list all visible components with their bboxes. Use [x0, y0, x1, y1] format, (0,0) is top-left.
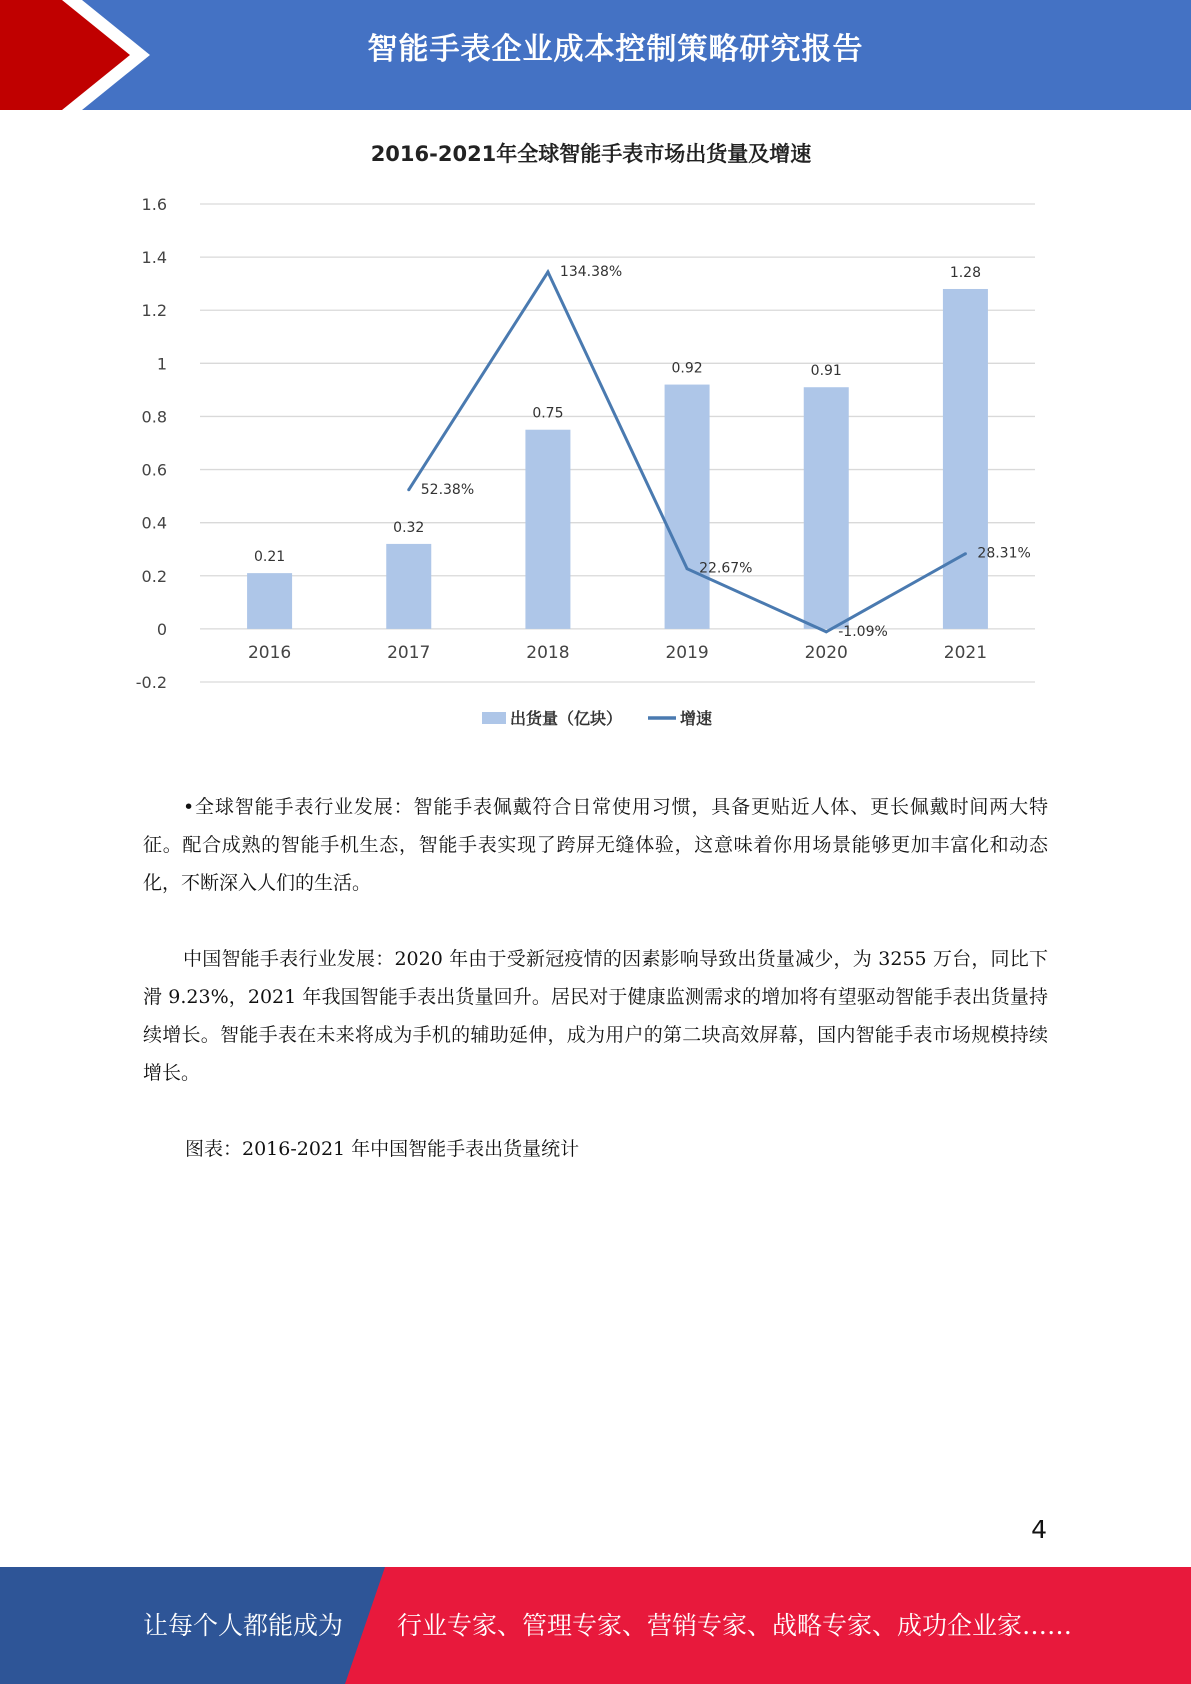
paragraph-global-development: •全球智能手表行业发展：智能手表佩戴符合日常使用习惯，具备更贴近人体、更长佩戴时间两大特征。配合成熟的智能手机生态，智能手表实现了跨屏无缝体验，这意味着你用场景能够更加丰富化和动态化，不断深入人们的生活。 [143, 796, 1048, 894]
bar-value-label: 0.91 [810, 363, 842, 380]
page-header [0, 0, 1191, 110]
chart-y-axis [136, 195, 167, 692]
bar-2021 [943, 289, 988, 629]
growth-point [407, 488, 410, 491]
bar-2020 [804, 387, 849, 629]
footer-slogan-left: 让每个人都能成为 [143, 1611, 344, 1640]
paragraph-china-development: 中国智能手表行业发展：2020 年由于受新冠疫情的因素影响导致出货量减少，为 3255 万台，同比下滑 9.23%，2021 年我国智能手表出货量回升。居民对于健康监测需求的增加将有望驱动智能手表出货量持续增长。智能手表在未来将成为手机的辅助延伸，成为用户的第二块高效屏幕，国内智能手表市场规模持续增长。 [143, 948, 1048, 1084]
chart-growth-line [407, 264, 1031, 640]
bar-value-label: 0.21 [253, 549, 286, 566]
legend-bar-label: 出货量（亿块） [510, 709, 623, 728]
chart-title: 2016-2021年全球智能手表市场出货量及增速 [370, 142, 812, 166]
y-tick-label: 1.6 [141, 195, 167, 214]
x-tick-label: 2019 [665, 642, 709, 663]
y-tick-label: -0.2 [135, 673, 167, 692]
y-tick-label: 1.4 [141, 248, 167, 268]
y-tick-label: 0 [156, 619, 167, 639]
growth-label: 28.31% [977, 545, 1031, 562]
chart-legend [482, 709, 712, 728]
bar-value-label: 0.32 [393, 519, 425, 536]
figure-caption: 图表：2016-2021 年中国智能手表出货量统计 [185, 1138, 580, 1160]
growth-label: 22.67% [699, 560, 753, 577]
x-tick-label: 2016 [247, 642, 292, 663]
y-tick-label: 0.4 [141, 513, 167, 533]
legend-bar-swatch [482, 712, 506, 724]
bar-2019 [665, 385, 710, 629]
x-tick-label: 2021 [943, 642, 988, 663]
bar-2016 [247, 573, 292, 629]
growth-point [686, 567, 689, 570]
page-footer [0, 1567, 1191, 1684]
growth-label: 134.38% [559, 264, 623, 281]
header-title: 智能手表企业成本控制策略研究报告 [367, 32, 864, 67]
y-tick-label: 0.8 [141, 407, 167, 427]
chart-bars [247, 265, 988, 629]
chart-x-axis [248, 643, 987, 663]
growth-point [825, 630, 828, 633]
bar-2017 [386, 544, 431, 629]
y-tick-label: 0.2 [141, 566, 167, 586]
growth-label: 52.38% [420, 481, 475, 498]
legend-line-label: 增速 [680, 709, 713, 728]
bar-value-label: 0.92 [671, 360, 703, 377]
growth-point [546, 271, 549, 274]
bar-value-label: 0.75 [532, 405, 564, 422]
y-tick-label: 0.6 [141, 460, 167, 480]
bar-2018 [525, 430, 570, 629]
x-tick-label: 2017 [387, 642, 431, 663]
growth-label: -1.09% [838, 623, 888, 640]
page-number: 4 [1031, 1515, 1047, 1544]
bar-value-label: 1.28 [949, 264, 982, 281]
growth-point [964, 552, 967, 555]
x-tick-label: 2018 [526, 642, 570, 663]
y-tick-label: 1 [156, 354, 167, 374]
chart-svg [135, 130, 1060, 750]
x-tick-label: 2020 [804, 642, 848, 663]
shipment-chart [135, 130, 1060, 750]
footer-slogan-right: 行业专家、管理专家、营销专家、战略专家、成功企业家…… [397, 1611, 1073, 1640]
y-tick-label: 1.2 [141, 301, 167, 321]
